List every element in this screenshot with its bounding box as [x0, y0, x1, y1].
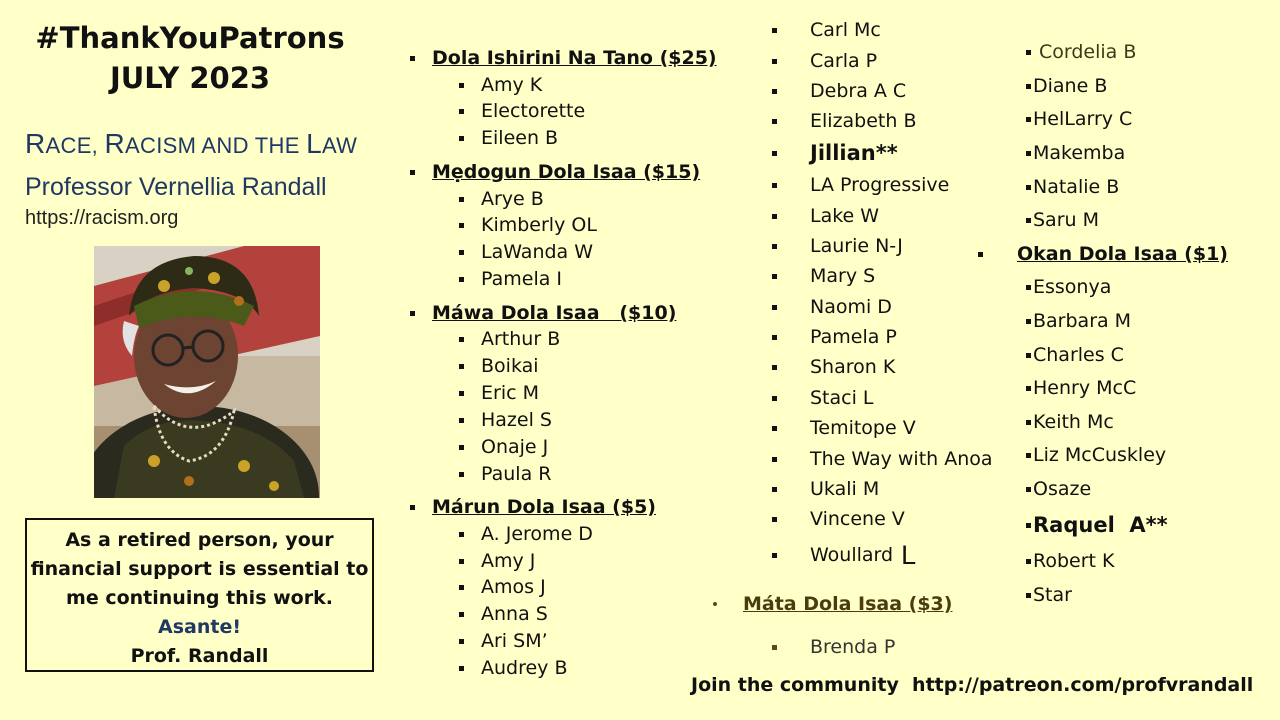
list-item: [772, 18, 881, 42]
list-item: [772, 173, 949, 197]
notice-thanks: Asante!: [158, 616, 241, 638]
list-item: [459, 73, 542, 97]
list-item: [459, 99, 585, 123]
bullet-icon: [1026, 218, 1031, 223]
bullet-icon: [772, 487, 777, 492]
bullet-icon: [772, 183, 777, 188]
bullet-icon: [772, 89, 777, 94]
bullet-icon: [1026, 523, 1031, 528]
bullet-icon: [1026, 84, 1031, 89]
bullet-icon: [459, 445, 464, 450]
notice-line: As a retired person, your: [65, 529, 334, 551]
patron-name: Diane B: [1033, 75, 1108, 97]
patron-name: Brenda P: [810, 636, 896, 658]
patron-name: Debra A C: [810, 80, 907, 102]
tier-label: Máwa Dola Isaa ($10): [432, 302, 677, 324]
patron-name: Eric M: [481, 382, 539, 404]
patron-name: LA Progressive: [810, 174, 950, 196]
patron-name: Star: [1033, 584, 1072, 606]
bullet-icon: [772, 244, 777, 249]
bullet-icon: [772, 645, 777, 650]
list-item: [459, 522, 593, 546]
tier-10-heading: [410, 301, 676, 325]
list-item: [1026, 477, 1091, 501]
bullet-icon: [459, 277, 464, 282]
notice-signature: Prof. Randall: [130, 645, 269, 667]
notice-line: me continuing this work.: [66, 587, 333, 609]
patron-name: Amos J: [481, 576, 546, 598]
patron-name: Amy J: [481, 550, 536, 572]
list-item: [772, 204, 879, 228]
patron-name: Cordelia B: [1039, 41, 1137, 63]
patron-name: Robert K: [1033, 550, 1115, 572]
patron-name: Barbara M: [1033, 310, 1132, 332]
list-item: [772, 635, 895, 659]
patron-name: Hazel S: [481, 409, 552, 431]
patron-name: Eileen B: [481, 127, 559, 149]
bullet-icon: [459, 337, 464, 342]
support-notice: [25, 518, 374, 672]
patron-name: Saru M: [1033, 209, 1099, 231]
patron-name: Pamela P: [810, 326, 897, 348]
list-item: [1026, 107, 1132, 131]
community-link[interactable]: Join the community http://patreon.com/profvrandall: [691, 674, 1254, 696]
bullet-icon: [772, 151, 777, 156]
list-item: [1026, 443, 1166, 467]
bullet-icon: [772, 274, 777, 279]
patron-name: Ukali M: [810, 478, 880, 500]
list-item: [459, 267, 562, 291]
patron-name: HelLarry C: [1033, 108, 1133, 130]
course-title-part: ACE,: [45, 133, 105, 158]
bullet-icon: [772, 214, 777, 219]
list-item: [1026, 410, 1114, 434]
list-item: [772, 325, 897, 349]
bullet-icon: [459, 639, 464, 644]
tier-label: Okan Dola Isaa ($1): [1017, 243, 1228, 265]
patron-name: Mary S: [810, 265, 876, 287]
patron-name: Arye B: [481, 188, 544, 210]
bullet-icon: [1026, 559, 1031, 564]
bullet-icon: [1026, 151, 1031, 156]
bullet-icon: [772, 365, 777, 370]
bullet-icon: [459, 250, 464, 255]
bullet-icon: [459, 136, 464, 141]
bullet-icon: [459, 666, 464, 671]
patron-name: Temitope V: [810, 417, 916, 439]
list-item: [1026, 513, 1168, 537]
bullet-icon: [772, 119, 777, 124]
list-item: [772, 79, 906, 103]
bullet-icon: [772, 28, 777, 33]
patron-name: Raquel A**: [1033, 513, 1168, 537]
bullet-icon: [772, 335, 777, 340]
tier-1-heading: [978, 242, 1228, 266]
patron-name: Essonya: [1033, 276, 1112, 298]
tier-5-heading: [410, 495, 656, 519]
bullet-icon: [459, 197, 464, 202]
patron-name: Onaje J: [481, 436, 549, 458]
tier-15-heading: [410, 160, 700, 184]
patron-name: LaWanda W: [481, 241, 594, 263]
bullet-icon: [1026, 593, 1031, 598]
hashtag-title: #ThankYouPatrons: [35, 21, 345, 55]
patron-name: Keith Mc: [1033, 411, 1114, 433]
patron-name: Naomi D: [810, 296, 892, 318]
patron-name: Carl Mc: [810, 19, 881, 41]
bullet-icon: [459, 585, 464, 590]
patron-name: Pamela I: [481, 268, 563, 290]
patron-name: Boikai: [481, 355, 539, 377]
list-item: [1026, 583, 1072, 607]
website-link[interactable]: https://racism.org: [25, 207, 179, 229]
portrait-image: [94, 246, 320, 498]
patron-name: Kimberly OL: [481, 214, 597, 236]
bullet-icon: [1026, 285, 1031, 290]
bullet-icon: [772, 426, 777, 431]
course-title: [25, 128, 357, 160]
bullet-icon: [1026, 117, 1031, 122]
list-item: [459, 240, 593, 264]
tier-3-heading: [713, 592, 952, 616]
patron-name: Henry McC: [1033, 377, 1137, 399]
page-title: [0, 18, 380, 98]
list-item: [1026, 309, 1131, 333]
list-item: [772, 477, 879, 501]
list-item: [459, 629, 548, 653]
tier-label: Márun Dola Isaa ($5): [432, 496, 656, 518]
tier-label: Mẹdogun Dola Isaa ($15): [432, 161, 701, 183]
list-item: [459, 327, 560, 351]
list-item: [772, 507, 905, 531]
bullet-icon: [1026, 487, 1031, 492]
patron-name: Osaze: [1033, 478, 1092, 500]
patron-name: Audrey B: [481, 657, 568, 679]
bullet-icon: [410, 170, 415, 175]
list-item: [1026, 343, 1124, 367]
patron-name: Carla P: [810, 50, 878, 72]
list-item: [772, 234, 903, 258]
bullet-icon: [1026, 420, 1031, 425]
bullet-icon: [1026, 319, 1031, 324]
list-item: [1026, 376, 1136, 400]
bullet-icon: [459, 223, 464, 228]
list-item: [772, 264, 875, 288]
list-item: [459, 462, 551, 486]
tier-label: Máta Dola Isaa ($3): [743, 593, 953, 615]
patron-name: Staci L: [810, 387, 874, 409]
course-title-part: R: [104, 128, 126, 159]
list-item: [772, 295, 892, 319]
patron-name: Paula R: [481, 463, 552, 485]
bullet-icon: [459, 83, 464, 88]
professor-photo: [94, 246, 320, 498]
bullet-icon: [772, 396, 777, 401]
patron-name: Woullard: [810, 544, 894, 566]
list-item: [459, 381, 539, 405]
list-item: [1026, 40, 1136, 64]
bullet-icon: [772, 517, 777, 522]
course-title-part: ACISM AND THE: [125, 133, 307, 158]
list-item: [459, 187, 544, 211]
professor-name: Professor Vernellia Randall: [25, 173, 327, 201]
patron-name: Liz McCuskley: [1033, 444, 1167, 466]
month-title: JULY 2023: [109, 61, 271, 95]
course-title-part: R: [25, 128, 46, 159]
bullet-icon: [459, 559, 464, 564]
bullet-icon: [1026, 453, 1031, 458]
bullet-icon: [459, 418, 464, 423]
patron-name-suffix: L: [901, 539, 917, 570]
patron-name: Vincene V: [810, 508, 905, 530]
list-item: [1026, 141, 1125, 165]
patron-name: Laurie N-J: [810, 235, 903, 257]
patron-name: Charles C: [1033, 344, 1124, 366]
bullet-icon: [1026, 185, 1031, 190]
list-item: [1026, 74, 1107, 98]
list-item: [459, 354, 539, 378]
bullet-icon: [459, 612, 464, 617]
bullet-icon: [772, 457, 777, 462]
list-item: [772, 447, 993, 471]
patron-name: Lake W: [810, 205, 880, 227]
list-item: [772, 49, 877, 73]
course-title-part: L: [306, 128, 322, 159]
bullet-icon: [410, 56, 415, 61]
list-item: [459, 408, 552, 432]
list-item: [459, 435, 548, 459]
patron-name: Makemba: [1033, 142, 1126, 164]
bullet-icon: [978, 252, 983, 257]
list-item: [459, 213, 597, 237]
patron-name: Arthur B: [481, 328, 561, 350]
tier-label: Dola Ishirini Na Tano ($25): [432, 47, 717, 69]
patron-name: Amy K: [481, 74, 543, 96]
list-item: [772, 141, 898, 165]
bullet-icon: [772, 59, 777, 64]
bullet-icon: [459, 391, 464, 396]
list-item: [459, 575, 546, 599]
bullet-icon: [1026, 386, 1031, 391]
list-item: [1026, 208, 1099, 232]
patron-name: Anna S: [481, 603, 548, 625]
list-item: [772, 109, 917, 133]
list-item: [459, 656, 568, 680]
bullet-icon: [1026, 50, 1031, 55]
list-item: [772, 539, 917, 570]
list-item: [459, 549, 535, 573]
list-item: [1026, 175, 1119, 199]
tier-25-heading: [410, 46, 717, 70]
notice-line: financial support is essential to: [30, 558, 369, 580]
list-item: [772, 416, 916, 440]
bullet-icon: [772, 553, 777, 558]
list-item: [1026, 275, 1111, 299]
patron-name: The Way with Anoa: [810, 448, 993, 470]
bullet-icon: [459, 532, 464, 537]
patron-name: Elizabeth B: [810, 110, 917, 132]
bullet-icon: [713, 602, 717, 606]
bullet-icon: [772, 305, 777, 310]
patron-name: A. Jerome D: [481, 523, 593, 545]
course-title-part: AW: [321, 133, 358, 158]
bullet-icon: [459, 109, 464, 114]
list-item: [772, 386, 874, 410]
patron-name: Jillian**: [810, 141, 898, 165]
patron-name: Sharon K: [810, 356, 896, 378]
patron-name: Ari SM’: [481, 630, 548, 652]
patron-name: Natalie B: [1033, 176, 1120, 198]
list-item: [459, 126, 558, 150]
patron-name: Electorette: [481, 100, 586, 122]
list-item: [1026, 549, 1114, 573]
bullet-icon: [410, 311, 415, 316]
bullet-icon: [410, 505, 415, 510]
bullet-icon: [1026, 353, 1031, 358]
bullet-icon: [459, 364, 464, 369]
list-item: [772, 355, 895, 379]
bullet-icon: [459, 472, 464, 477]
list-item: [459, 602, 548, 626]
